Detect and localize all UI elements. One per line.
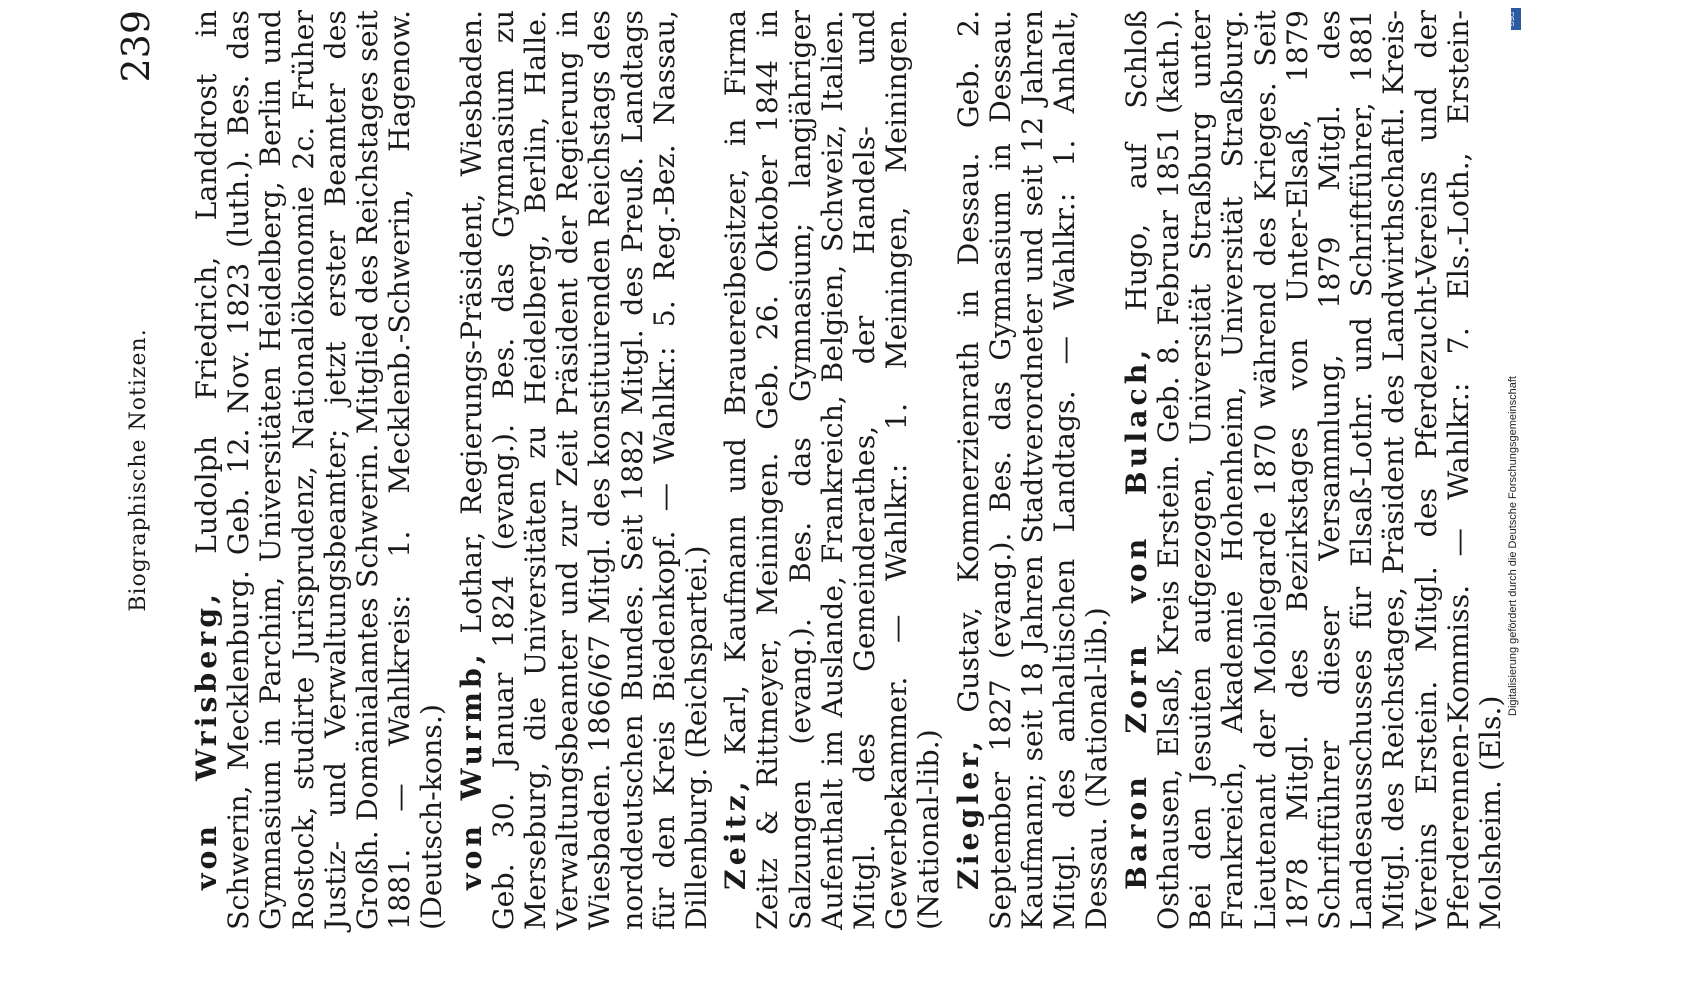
- biography-entry: [719, 10, 945, 930]
- entry-text: Lothar, Regierungs-Präsident, Wiesbaden. Geb. 30. Januar 1824 (evang.). Bes. das Gymnasium zu Merseburg, die Universitäten zu Heidelberg, Berlin, Halle. Verwaltungsbeamter und zur Zeit Präsident der Regierung in Wiesbaden. 1866/67 Mitgl. des konstituirenden Reichstags des norddeutschen Bundes. Seit 1882 Mitgl. des Preuß. Landtags für den Kreis Biedenkopf. — Wahlkr.: 5. Reg.-Bez. Nassau, Dillenburg. (Reichspartei.): [454, 10, 714, 930]
- page-number: 239: [114, 10, 158, 83]
- entry-text: Ludolph Friedrich, Landdrost in Schwerin, Mecklenburg. Geb. 12. Nov. 1823 (luth.). Bes. das Gymnasium in Parchim, Universitäten Heidelberg, Berlin und Rostock, studirte Jurisprudenz, Nationalökonomie 2c. Früher Justiz- und Verwaltungsbeamter; jetzt erster Beamter des Großh. Domänialamtes Schwerin. Mitglied des Reichstages seit 1881. — Wahlkreis: 1. Mecklenb.-Schwerin, Hagenow. (Deutsch-kons.): [190, 9, 449, 930]
- entry-text: Gustav, Kommerzienrath in Dessau. Geb. 2. September 1827 (evang.). Bes. das Gymnasium in Dessau. Kaufmann; seit 18 Jahren Stadtverordneter und seit 12 Jahren Mitgl. des anhaltischen Landtags. — Wahlkr.: 1. Anhalt, Dessau. (National-lib.): [951, 10, 1114, 930]
- scanned-page: [114, 0, 1540, 940]
- biography-list: [190, 10, 1513, 930]
- entry-name: Baron Zorn von Bulach,: [1118, 345, 1153, 890]
- biography-entry: [455, 10, 714, 930]
- entry-name: von Wurmb,: [453, 650, 488, 890]
- dfg-logo: DFG: [1511, 8, 1521, 30]
- biography-entry: [952, 10, 1114, 930]
- page-header: [114, 0, 190, 940]
- biography-entry: [1120, 10, 1507, 930]
- entry-name: Ziegler,: [950, 736, 985, 890]
- biography-entry: [190, 10, 449, 930]
- entry-text: Karl, Kaufmann und Brauereibesitzer, in Firma Zeitz & Rittmeyer, Meiningen. Geb. 26. Oktober 1844 in Salzungen (evang.). Bes. das Gymnasium; langjähriger Aufenthalt im Auslande, Frankreich, Belgien, Schweiz, Italien. Mitgl. des Gemeinderathes, der Handels- und Gewerbekammer. — Wahlkr.: 1. Meiningen, Meiningen. (National-lib.): [719, 10, 946, 930]
- running-title: Biographische Notizen.: [126, 328, 151, 612]
- funding-credit-text: Digitalisierung gefördert durch die Deutsche Forschungsgemeinschaft: [1507, 376, 1519, 716]
- entry-text: Hugo, auf Schloß Osthausen, Elsaß, Kreis Erstein. Geb. 8. Februar 1851 (kath.). Bei den Jesuiten aufgezogen, Universität Straßburg unter Frankreich, Akademie Hohenheim, Universität Straßburg. Lieutenant der Mobilegarde 1870 während des Krieges. Seit 1878 Mitgl. des Bezirkstages von Unter-Elsaß, 1879 Schriftführer dieser Versammlung, 1879 Mitgl. des Landesausschusses für Elsaß-Lothr. und Schriftführer, 1881 Mitgl. des Reichstages, Präsident des Landwirthschaftl. Kreis-Vereins Erstein. Mitgl. des Pferdezucht-Vereins und der Pferderennen-Kommiss. — Wahlkr.: 7. Els.-Loth., Erstein-Molsheim. (Els.): [1119, 9, 1507, 930]
- entry-name: Zeitz,: [718, 777, 753, 890]
- entry-name: von Wrisberg,: [189, 590, 223, 890]
- digitization-credit: [1507, 0, 1627, 1000]
